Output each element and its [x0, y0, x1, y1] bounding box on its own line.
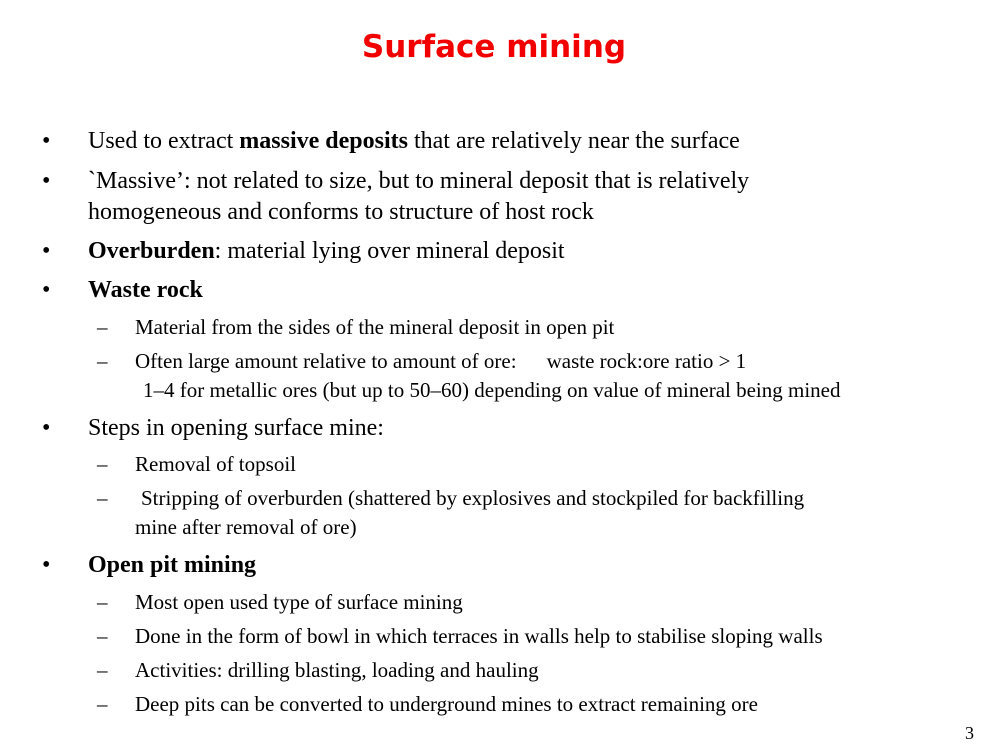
bullet-item: Steps in opening surface mine: [88, 415, 384, 441]
sub-bullet-item: Most open used type of surface mining [135, 590, 463, 614]
sub-bullet-text: waste rock:ore ratio > 1 [546, 349, 747, 373]
sub-bullet-dash: – [97, 692, 108, 716]
bullet-icon: • [42, 238, 51, 264]
sub-bullet-dash: – [97, 624, 108, 648]
sub-bullet-continuation: mine after removal of ore) [135, 515, 357, 539]
bullet-emphasis: Overburden [88, 238, 215, 264]
bullet-item [88, 126, 740, 157]
bullet-icon: • [42, 168, 51, 194]
bullet-emphasis: Open pit mining [88, 552, 257, 578]
sub-bullet-dash: – [97, 315, 108, 339]
sub-bullet-item: Stripping of overburden (shattered by explosives and stockpiled for backfilling [141, 486, 805, 510]
sub-bullet-continuation: 1–4 for metallic ores (but up to 50–60) depending on value of mineral being mined [143, 378, 841, 402]
bullet-item-continuation: homogeneous and conforms to structure of host rock [88, 199, 594, 225]
bullet-item [88, 275, 203, 306]
sub-bullet-dash: – [97, 349, 108, 373]
bullet-text: Used to extract [88, 128, 240, 154]
bullet-emphasis: massive deposits [239, 128, 408, 154]
sub-bullet-text: Often large amount relative to amount of ore: [135, 349, 517, 373]
sub-bullet-dash: – [97, 486, 108, 510]
bullet-text: : material lying over mineral deposit [214, 238, 565, 264]
bullet-text: that are relatively near the surface [407, 128, 740, 154]
sub-bullet-dash: – [97, 590, 108, 614]
bullet-item: `Massive’: not related to size, but to mineral deposit that is relatively [88, 168, 750, 194]
sub-bullet-item [135, 347, 746, 375]
slide-title: Surface mining [361, 29, 627, 65]
bullet-icon: • [42, 415, 51, 441]
sub-bullet-item: Done in the form of bowl in which terraces in walls help to stabilise sloping walls [135, 624, 823, 648]
bullet-icon: • [42, 552, 51, 578]
sub-bullet-item: Deep pits can be converted to underground mines to extract remaining ore [135, 692, 758, 716]
bullet-icon: • [42, 128, 51, 154]
sub-bullet-dash: – [97, 452, 108, 476]
sub-bullet-item: Removal of topsoil [135, 452, 296, 476]
bullet-item [88, 236, 565, 267]
sub-bullet-item: Activities: drilling blasting, loading and hauling [135, 658, 539, 682]
sub-bullet-dash: – [97, 658, 108, 682]
sub-bullet-item: Material from the sides of the mineral deposit in open pit [135, 315, 615, 339]
bullet-emphasis: Waste rock [88, 277, 203, 303]
bullet-item [88, 550, 256, 581]
bullet-icon: • [42, 277, 51, 303]
page-number: 3 [965, 723, 974, 743]
